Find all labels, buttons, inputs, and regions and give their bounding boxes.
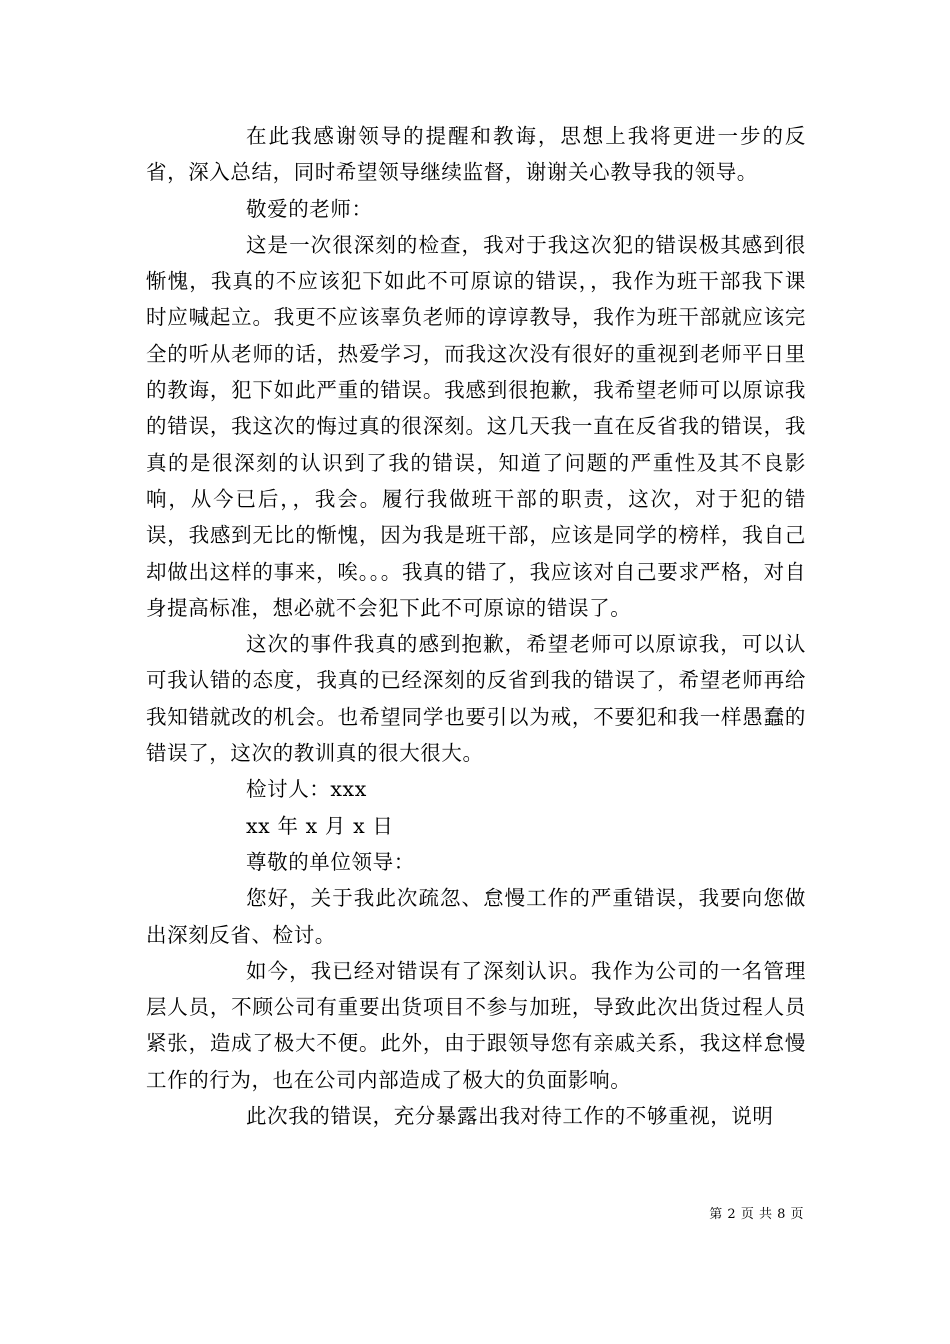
paragraph-error-analysis: 此次我的错误，充分暴露出我对待工作的不够重视，说明 <box>246 1104 774 1129</box>
date-line: xx 年 x 月 x 日 <box>246 813 394 838</box>
salutation-teacher: 敬爱的老师： <box>246 196 373 221</box>
signature-line: 检讨人：xxx <box>246 777 367 802</box>
page-number-footer: 第 2 页 共 8 页 <box>709 1207 804 1222</box>
paragraph-recognition: 如今，我已经对错误有了深刻认识。我作为公司的一名管理层人员，不顾公司有重要出货项目不参与加班，导致此次出货过程人员紧张，造成了极大不便。此外，由于跟领导您有亲戚关系，我这样怠慢工作的行为，也在公司内部造成了极大的负面影响。 <box>146 958 806 1092</box>
paragraph-self-criticism: 这是一次很深刻的检查，我对于我这次犯的错误极其感到很惭愧，我真的不应该犯下如此不可原谅的错误，，我作为班干部我下课时应喊起立。我更不应该辜负老师的谆谆教导，我作为班干部就应该完全的听从老师的话，热爱学习，而我这次没有很好的重视到老师平日里的教诲，犯下如此严重的错误。我感到很抱歉，我希望老师可以原谅我的错误，我这次的悔过真的很深刻。这几天我一直在反省我的错误，我真的是很深刻的认识到了我的错误，知道了问题的严重性及其不良影响，从今已后，，我会。履行我做班干部的职责，这次，对于犯的错误，我感到无比的惭愧，因为我是班干部，应该是同学的榜样，我自己却做出这样的事来，唉。。。我真的错了，我应该对自己要求严格，对自身提高标准，想必就不会犯下此不可原谅的错误了。 <box>146 232 806 620</box>
paragraph-closing-thanks: 在此我感谢领导的提醒和教诲，思想上我将更进一步的反省，深入总结，同时希望领导继续监督，谢谢关心教导我的领导。 <box>146 124 806 185</box>
document-body <box>146 118 806 1134</box>
salutation-unit-leader: 尊敬的单位领导： <box>246 849 415 874</box>
paragraph-greeting: 您好，关于我此次疏忽、怠慢工作的严重错误，我要向您做出深刻反省、检讨。 <box>146 886 806 947</box>
paragraph-apology: 这次的事件我真的感到抱歉，希望老师可以原谅我，可以认可我认错的态度，我真的已经深刻的反省到我的错误了，希望老师再给我知错就改的机会。也希望同学也要引以为戒，不要犯和我一样愚蠢的错误了，这次的教训真的很大很大。 <box>146 632 806 766</box>
